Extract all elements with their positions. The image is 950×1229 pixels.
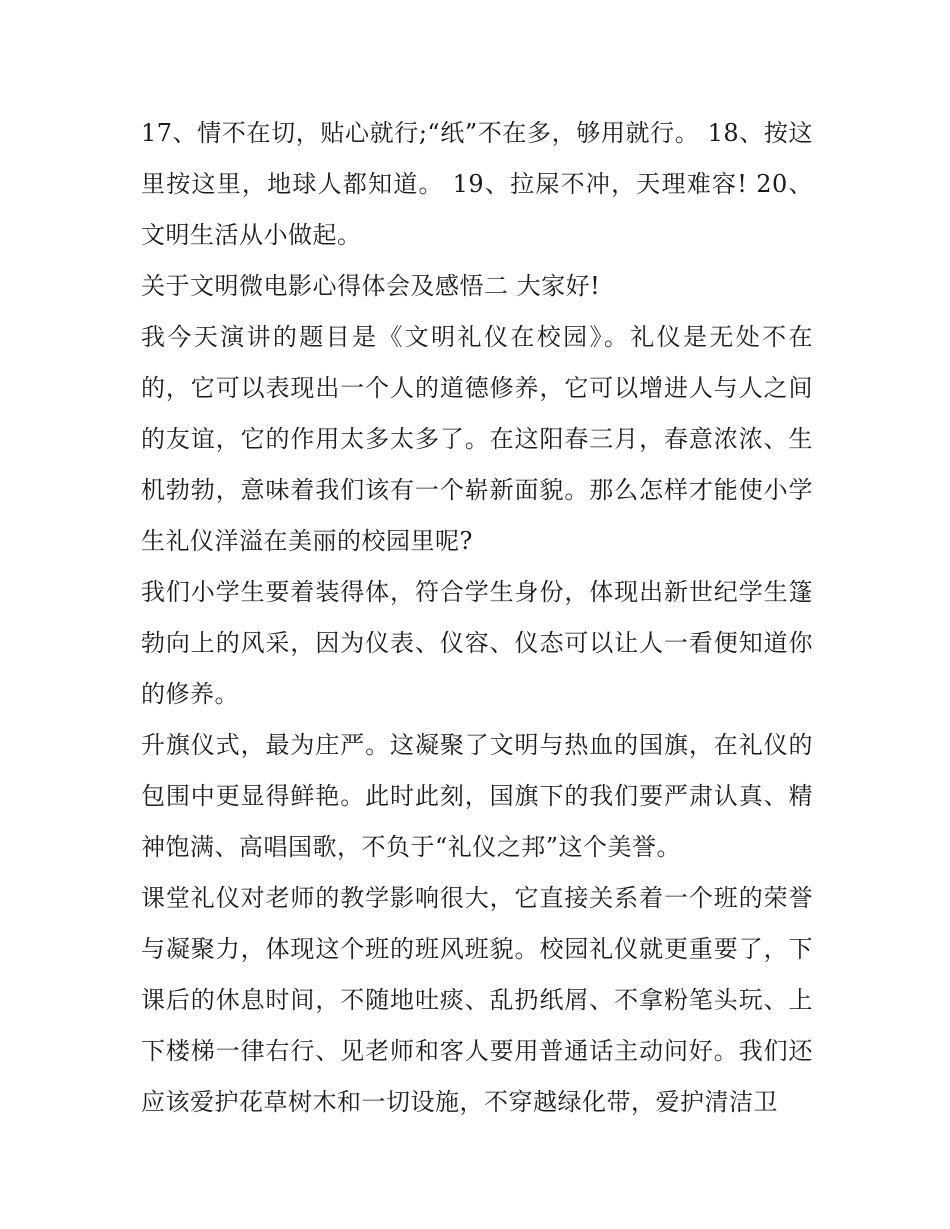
paragraph-flag-ceremony: 升旗仪式，最为庄严。这凝聚了文明与热血的国旗，在礼仪的包围中更显得鲜艳。此时此刻，国旗下的我们要严肃认真、精神饱满、高唱国歌，不负于“礼仪之邦”这个美誉。 bbox=[141, 731, 813, 861]
paragraph-slogans: 17、情不在切，贴心就行;“纸”不在多，够用就行。 18、按这里按这里，地球人都知道。 19、拉屎不冲，天理难容! 20、文明生活从小做起。 bbox=[141, 119, 813, 249]
paragraph-speech-intro: 我今天演讲的题目是《文明礼仪在校园》。礼仪是无处不在的，它可以表现出一个人的道德修养，它可以增进人与人之间的友谊，它的作用太多太多了。在这阳春三月，春意浓浓、生机勃勃，意味着我们该有一个崭新面貌。那么怎样才能使小学生礼仪洋溢在美丽的校园里呢? bbox=[141, 323, 813, 555]
document-body bbox=[141, 108, 813, 1128]
paragraph-classroom: 课堂礼仪对老师的教学影响很大，它直接关系着一个班的荣誉与凝聚力，体现这个班的班风班貌。校园礼仪就更重要了，下课后的休息时间，不随地吐痰、乱扔纸屑、不拿粉笔头玩、上下楼梯一律右行、见老师和客人要用普通话主动问好。我们还应该爱护花草树木和一切设施，不穿越绿化带，爱护清洁卫 bbox=[141, 884, 813, 1116]
paragraph-heading: 关于文明微电影心得体会及感悟二 大家好! bbox=[141, 272, 601, 300]
paragraph-dress: 我们小学生要着装得体，符合学生身份，体现出新世纪学生篷勃向上的风采，因为仪表、仪容、仪态可以让人一看便知道你的修养。 bbox=[141, 578, 813, 708]
